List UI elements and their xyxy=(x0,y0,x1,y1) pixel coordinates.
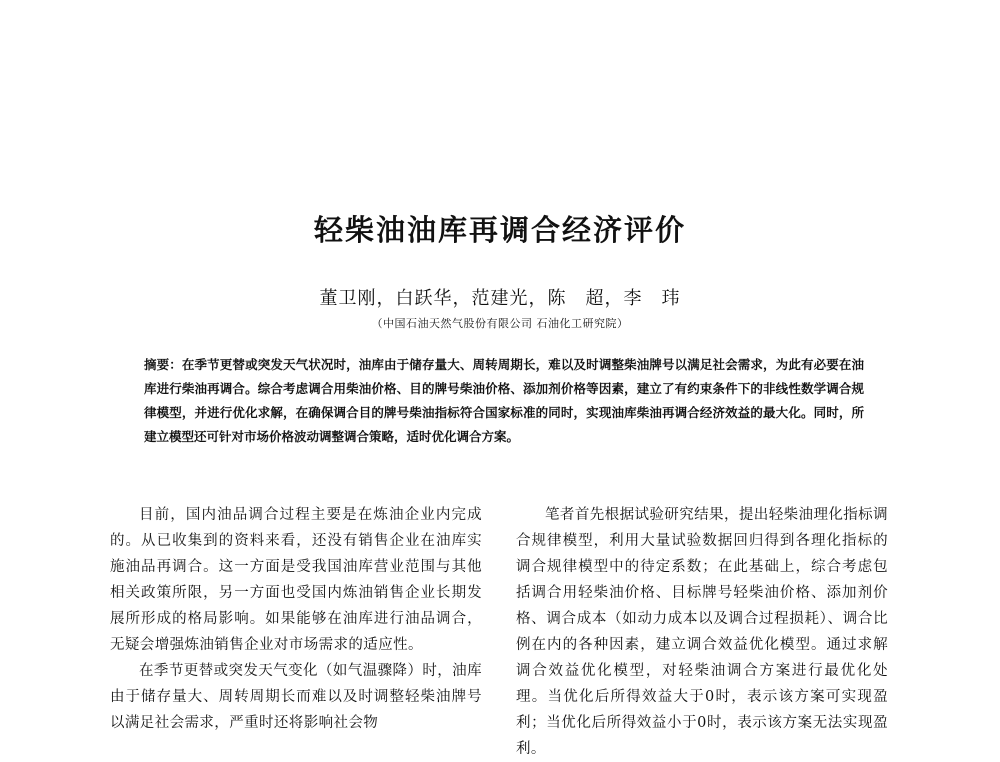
paragraph: 目前，国内油品调合过程主要是在炼油企业内完成的。从已收集到的资料来看，还没有销售企业在油库实施油品再调合。这一方面是受我国油库营业范围与其他相关政策所限，另一方面也受国内炼油销售企业长期发展所形成的格局影响。如果能够在油库进行油品调合，无疑会增强炼油销售企业对市场需求的适应性。 xyxy=(110,507,482,653)
left-column xyxy=(110,502,482,736)
abstract: 摘要：在季节更替或突发天气状况时，油库由于储存量大、周转周期长，难以及时调整柴油牌号以满足社会需求，为此有必要在油库进行柴油再调合。综合考虑调合用柴油价格、目的牌号柴油价格、添加剂价格等因素，建立了有约束条件下的非线性数学调合规律模型，并进行优化求解，在确保调合目的牌号柴油指标符合国家标准的同时，实现油库柴油再调合经济效益的最大化。同时，所建立模型还可针对市场价格波动调整调合策略，适时优化调合方案。 xyxy=(144,357,864,444)
paragraph: 在季节更替或突发天气变化（如气温骤降）时，油库由于储存量大、周转周期长而难以及时调整轻柴油牌号以满足社会需求，严重时还将影响社会物 xyxy=(110,663,482,731)
affiliation: （中国石油天然气股份有限公司 石油化工研究院） xyxy=(371,317,629,330)
paragraph: 笔者首先根据试验研究结果，提出轻柴油理化指标调合规律模型，利用大量试验数据回归得到各理化指标的调合规律模型中的待定系数；在此基础上，综合考虑包括调合用轻柴油价格、目标牌号轻柴油价格、添加剂价格、调合成本（如动力成本以及调合过程损耗）、调合比例在内的各种因素，建立调合效益优化模型。通过求解调合效益优化模型，对轻柴油调合方案进行最优化处理。当优化后所得效益大于0时，表示该方案可实现盈利；当优化后所得效益小于0时，表示该方案无法实现盈利。 xyxy=(516,507,888,757)
paper-title: 轻柴油油库再调合经济评价 xyxy=(313,213,686,247)
author-list: 董卫刚，白跃华，范建光，陈 超，李 玮 xyxy=(319,288,681,309)
right-column xyxy=(516,502,888,762)
